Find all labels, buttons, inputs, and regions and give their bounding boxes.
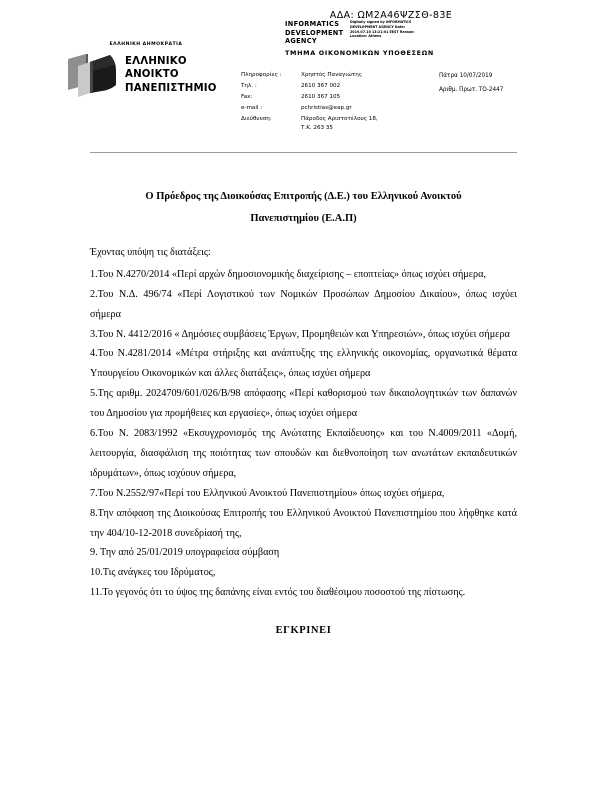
open-book-logo-icon xyxy=(66,52,120,98)
contact-row-info xyxy=(241,72,378,83)
approval-heading: ΕΓΚΡΙΝΕΙ xyxy=(275,625,332,637)
list-item: 2.Του Ν.Δ. 496/74 «Περί Λογιστικού των Νομικών Προσώπων Δημοσίου Δικαίου», όπως ισχύει σήμερα xyxy=(90,288,517,320)
page-title-line1: Ο Πρόεδρος της Διοικούσας Επιτροπής (Δ.Ε.) του Ελληνικού Ανοικτού xyxy=(145,191,462,202)
list-item: 9. Την από 25/01/2019 υπογραφείσα σύμβαση xyxy=(90,547,280,559)
protocol-number: Αριθμ. Πρωτ. ΤΟ-2447 xyxy=(439,86,504,93)
header-divider xyxy=(90,152,517,153)
contact-details xyxy=(241,72,441,136)
intro-paragraph: Έχοντας υπόψη τις διατάξεις: xyxy=(90,247,211,259)
place-date-protocol xyxy=(439,74,589,101)
address-postcode: Τ.Κ. 263 35 xyxy=(301,125,333,132)
list-item: 4.Του Ν.4281/2014 «Μέτρα στήριξης και ανάπτυξης της ελληνικής οικονομίας, οργανωτικά θέματα Υπουργείου Οικονομικών και άλλες διατάξεις», όπως ισχύει σήμερα xyxy=(90,348,517,380)
page-title xyxy=(90,186,517,229)
institution-name-line3: ΠΑΝΕΠΙΣΤΗΜΙΟ xyxy=(125,82,217,94)
document-header xyxy=(66,20,552,140)
contact-table xyxy=(241,72,378,136)
page-title-line2: Πανεπιστημίου (Ε.Α.Π) xyxy=(250,212,357,224)
list-item: 8.Την απόφαση της Διοικούσας Επιτροπής του Ελληνικού Ανοικτού Πανεπιστημίου που λήφθηκε κατά την 404/10-12-2018 συνεδρίασή της, xyxy=(90,507,517,539)
institution-logo-row xyxy=(66,52,238,98)
document-body xyxy=(90,186,517,636)
list-item: 7.Του Ν.2552/97«Περί του Ελληνικού Ανοικτού Πανεπιστημίου» όπως ισχύει σήμερα, xyxy=(90,487,445,499)
list-item: 11.Το γεγονός ότι το ύψος της δαπάνης είναι εντός του διαθέσιμου ποσοστού της πίστωσης. xyxy=(90,587,466,599)
contact-label-phone: Τηλ. : xyxy=(241,82,257,89)
department-label: ΤΜΗΜΑ ΟΙΚΟΝΟΜΙΚΩΝ ΥΠΟΘΕΣΕΩΝ xyxy=(285,49,434,58)
contact-row-phone xyxy=(241,83,378,94)
contact-label-email: e-mail : xyxy=(241,104,263,111)
list-item: 3.Του Ν. 4412/2016 « Δημόσιες συμβάσεις Έργων, Προμηθειών και Υπηρεσιών», όπως ισχύει σήμερα xyxy=(90,328,510,340)
contact-value-address xyxy=(299,116,378,137)
signature-detail-text: Digitally signed by INFORMATICS DEVELOPMENT AGENCY Date: 2019.07.10 13:21:01 EEST Reason: Location: Athens xyxy=(350,20,415,39)
list-item: 10.Τις ανάγκες του Ιδρύματος, xyxy=(90,567,216,579)
institution-block xyxy=(66,42,238,98)
contact-value-fax: 2610 367 105 xyxy=(301,93,341,100)
list-item: 1.Του Ν.4270/2014 «Περί αρχών δημοσιονομικής διαχείρισης – εποπτείας» όπως ισχύει σήμερα, xyxy=(90,268,486,280)
contact-label-address: Διεύθυνση: xyxy=(241,115,272,122)
contact-row-address xyxy=(241,116,378,137)
signature-stamp-row xyxy=(285,20,435,46)
institution-name xyxy=(125,55,217,94)
contact-value-info: Χρηστός Παναγιώτης xyxy=(301,72,363,78)
place-date: Πάτρα 10/07/2019 xyxy=(439,73,493,79)
list-item: 6.Του Ν. 2083/1992 «Εκσυγχρονισμός της Ανώτατης Εκπαίδευσης» και του Ν.4009/2011 «Δομή, λειτουργία, διασφάλιση της ποιότητας των σπουδών και διεθνοποίηση των ανωτάτων εκπαιδευτικών ιδρυμάτων», όπως ισχύουν σήμερα, xyxy=(90,428,517,479)
institution-name-line2: ΑΝΟΙΚΤΟ xyxy=(125,69,179,81)
contact-row-email xyxy=(241,105,378,116)
digital-signature-stamp xyxy=(285,20,435,57)
hellenic-republic-label: ΕΛΛΗΝΙΚΗ ΔΗΜΟΚΡΑΤΙΑ xyxy=(109,42,183,47)
list-item: 5.Της αριθμ. 2024709/601/026/Β/98 απόφασης «Περί καθορισμού των δικαιολογητικών των δαπανών του Δημοσίου για προμήθειες και εργασίες», όπως ισχύει σήμερα xyxy=(90,388,517,420)
address-street: Πάροδος Αριστοτέλους 18, xyxy=(301,115,378,122)
contact-value-phone: 2610 367 002 xyxy=(301,82,341,89)
ada-code: ΑΔΑ: ΩΜ2Α46ΨΖΣΘ-83Ε xyxy=(329,10,453,21)
contact-row-fax xyxy=(241,94,378,105)
contact-value-email: pchristias@eap.gr xyxy=(301,104,352,111)
institution-name-line1: ΕΛΛΗΝΙΚΟ xyxy=(125,56,187,68)
contact-label-fax: Fax: xyxy=(241,93,253,100)
signature-authority-title: INFORMATICS DEVELOPMENT AGENCY xyxy=(285,20,344,46)
contact-label-info: Πληροφορίες : xyxy=(241,72,282,78)
clause-list xyxy=(90,265,517,603)
